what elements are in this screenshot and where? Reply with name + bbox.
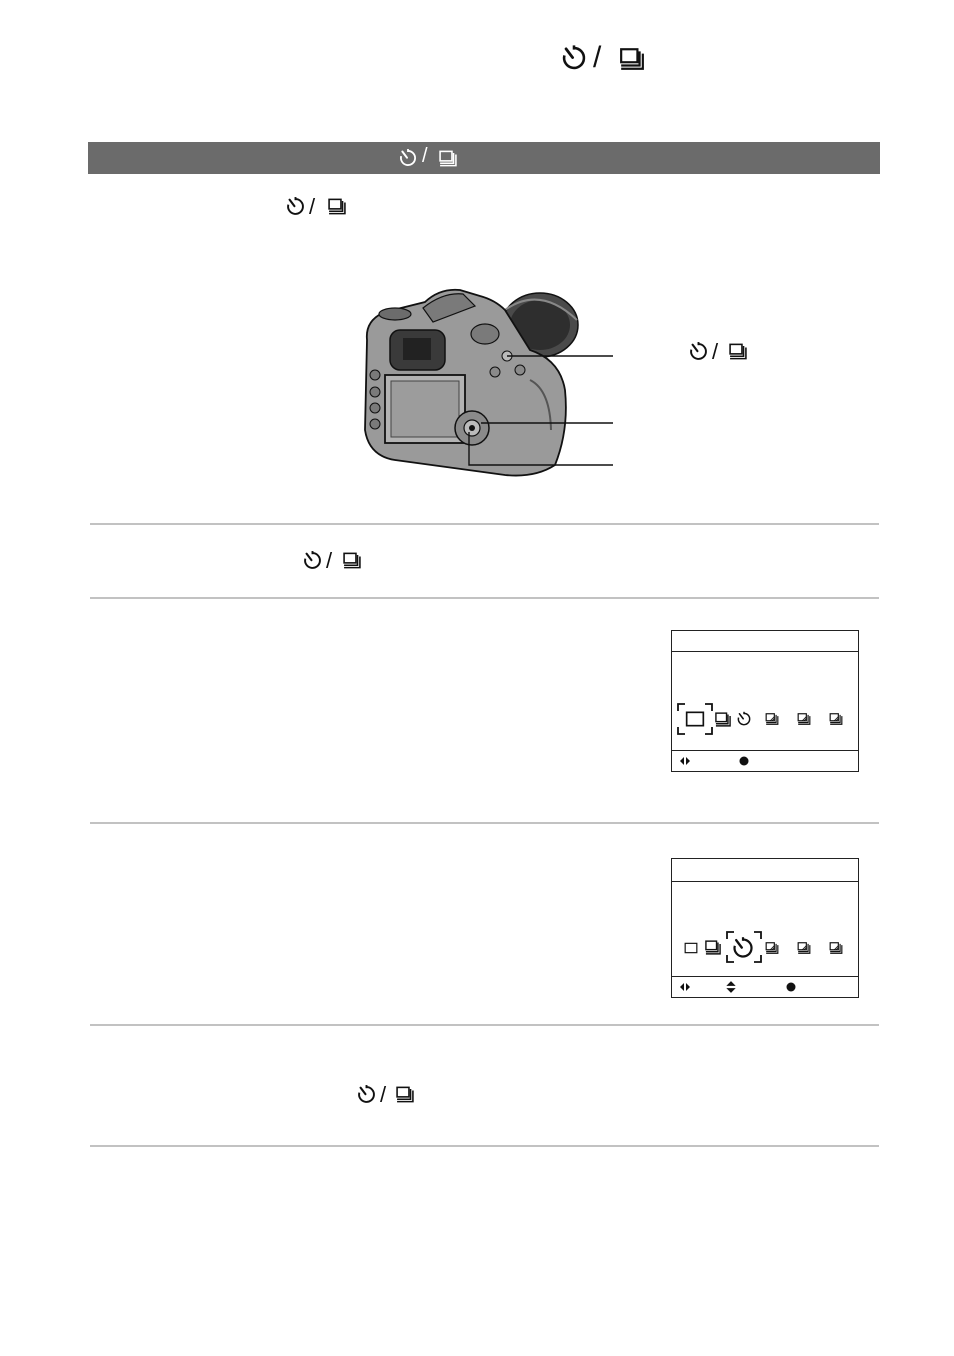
self-timer-icon (356, 1084, 377, 1105)
continuous-icon (395, 1085, 415, 1104)
bracket-icon (829, 712, 843, 726)
continuous-icon (704, 939, 722, 956)
drive-button-callout-label (688, 341, 758, 365)
up-down-arrows-icon (724, 979, 738, 995)
continuous-icon (618, 46, 646, 72)
single-frame-icon (683, 941, 699, 955)
menu-footer (672, 750, 858, 771)
menu-footer (672, 976, 858, 997)
center-button-icon (738, 755, 750, 767)
continuous-icon (714, 711, 732, 728)
drive-mode-menu-single-selected (671, 630, 859, 772)
continuous-icon (342, 551, 362, 570)
left-right-arrows-icon (678, 981, 692, 993)
self-timer-icon (285, 196, 306, 217)
step-divider (90, 1024, 879, 1026)
continuous-icon (438, 149, 458, 168)
step-divider (90, 523, 879, 525)
bracket-icon (765, 941, 779, 955)
menu-header (672, 859, 858, 882)
slash-separator: / (309, 194, 316, 219)
slash-separator: / (380, 1082, 387, 1107)
step-4-button-reference (356, 1084, 426, 1108)
self-timer-icon (731, 936, 755, 960)
step-divider (90, 822, 879, 824)
self-timer-icon (688, 341, 709, 362)
menu-header (672, 631, 858, 652)
slash-separator: / (422, 145, 428, 167)
step-divider (90, 1145, 879, 1147)
center-button-icon (785, 981, 797, 993)
left-right-arrows-icon (678, 755, 692, 767)
continuous-icon (728, 342, 748, 361)
bracket-icon (829, 941, 843, 955)
slash-separator: / (593, 41, 602, 74)
drive-mode-menu-timer-selected (671, 858, 859, 998)
camera-rear-illustration (355, 280, 615, 480)
intro-button-reference (285, 196, 355, 220)
continuous-icon (327, 197, 347, 216)
bracket-icon (797, 712, 811, 726)
slash-separator: / (712, 339, 719, 364)
bracket-icon (765, 712, 779, 726)
step-1-button-reference (302, 550, 372, 574)
self-timer-icon (398, 148, 418, 168)
bracket-icon (797, 941, 811, 955)
page-title (560, 41, 650, 74)
slash-separator: / (326, 548, 333, 573)
section-header-bar (88, 142, 880, 174)
self-timer-icon (560, 44, 588, 72)
self-timer-icon (302, 550, 323, 571)
single-frame-icon (682, 709, 708, 729)
step-divider (90, 597, 879, 599)
self-timer-icon (736, 711, 752, 727)
